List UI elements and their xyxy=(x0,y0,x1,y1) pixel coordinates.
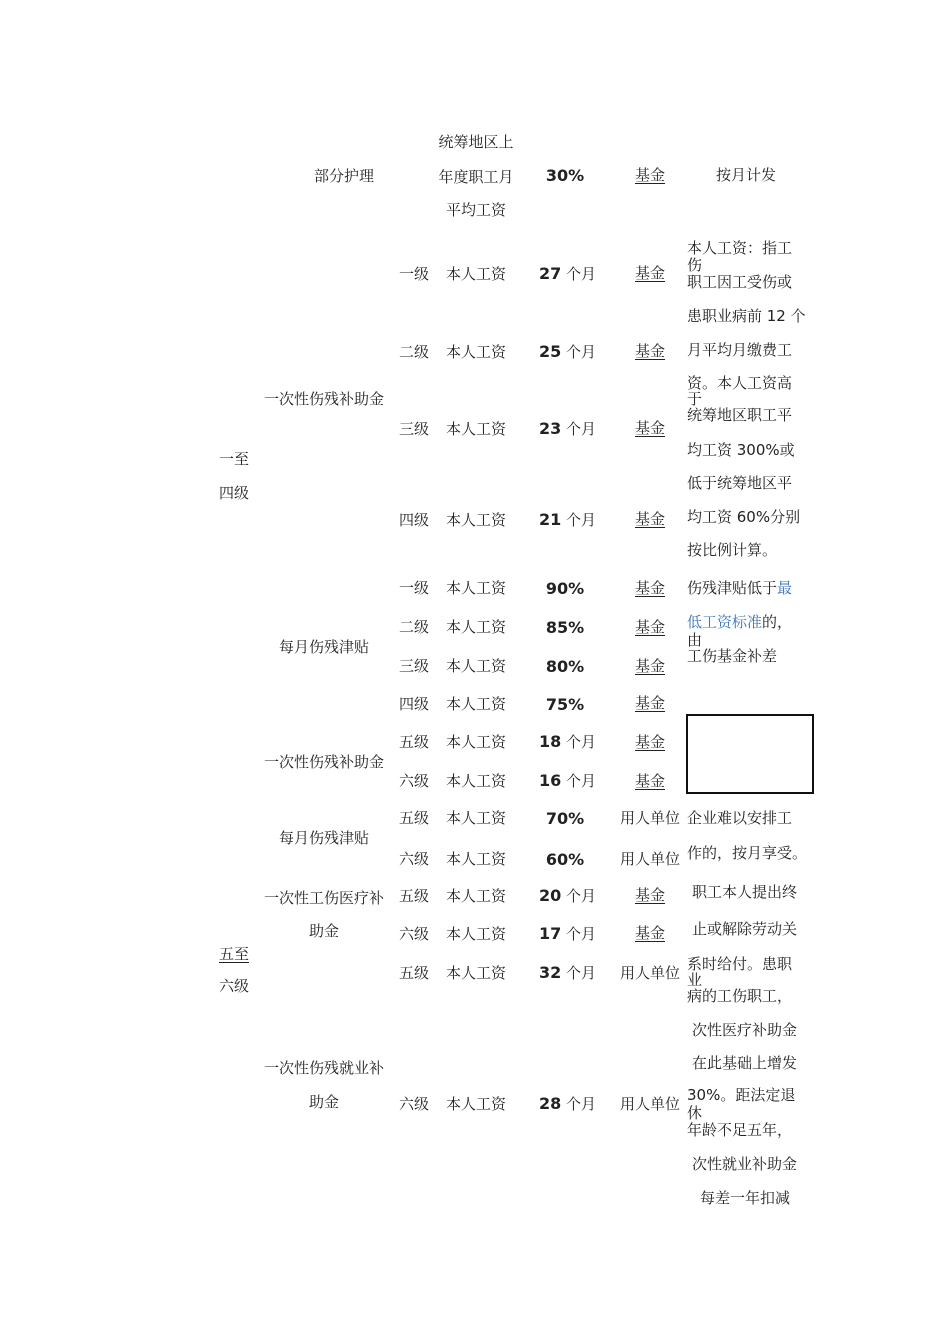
note-text: 伤残津贴低于 xyxy=(687,579,778,597)
base-cell: 本人工资 xyxy=(445,1095,507,1113)
nursing-base-line-3: 平均工资 xyxy=(445,201,507,219)
note-line: 按比例计算。 xyxy=(687,541,778,559)
group-5-6-label-line-1: 五至 xyxy=(219,945,250,963)
grade-cell: 六级 xyxy=(398,772,430,790)
group-1-4-label-line-2: 四级 xyxy=(219,484,250,502)
note-line: 职工本人提出终 xyxy=(692,883,798,901)
group-1-4-label-line-1: 一至 xyxy=(219,450,250,468)
grade-cell: 六级 xyxy=(398,925,430,943)
amount-value: 32 xyxy=(539,963,562,982)
grade-cell: 六级 xyxy=(398,850,430,868)
note-line: 本人工资：指工 xyxy=(687,239,793,257)
amount-cell xyxy=(539,887,596,905)
lump-sum-label-5-6: 一次性伤残补助金 xyxy=(263,753,385,771)
nursing-method: 按月计发 xyxy=(715,166,777,184)
amount-cell xyxy=(539,733,596,751)
nursing-base-line-1: 统筹地区上 xyxy=(438,133,514,151)
amount-unit: 个月 xyxy=(566,343,597,361)
source-cell: 基金 xyxy=(634,419,666,437)
amount-unit: 个月 xyxy=(566,887,597,905)
amount-value: 27 xyxy=(539,264,562,283)
note-line: 止或解除劳动关 xyxy=(692,920,798,938)
note-line: 资。本人工资高 xyxy=(687,374,793,392)
grade-cell: 二级 xyxy=(398,618,430,636)
source-cell: 用人单位 xyxy=(619,964,681,982)
amount-value: 17 xyxy=(539,924,562,943)
base-cell: 本人工资 xyxy=(445,772,507,790)
note-line: 统筹地区职工平 xyxy=(687,406,793,424)
note-line: 次性就业补助金 xyxy=(692,1155,798,1173)
grade-cell: 五级 xyxy=(398,733,430,751)
ratio-cell: 70% xyxy=(545,809,585,828)
minimum-wage-link[interactable]: 低工资标准 xyxy=(687,613,763,631)
note-line: 患职业病前 12 个 xyxy=(687,307,806,325)
amount-value: 18 xyxy=(539,732,562,751)
base-cell: 本人工资 xyxy=(445,579,507,597)
note-line: 均工资 300%或 xyxy=(687,441,795,459)
amount-cell xyxy=(539,265,596,283)
minimum-wage-link[interactable]: 最 xyxy=(777,579,793,597)
grade-cell: 三级 xyxy=(398,657,430,675)
nursing-ratio: 30% xyxy=(545,166,585,185)
amount-unit: 个月 xyxy=(566,511,597,529)
source-cell: 用人单位 xyxy=(619,809,681,827)
amount-value: 23 xyxy=(539,419,562,438)
base-cell: 本人工资 xyxy=(445,887,507,905)
ratio-cell: 60% xyxy=(545,850,585,869)
note-line: 伤 xyxy=(687,256,703,274)
base-cell: 本人工资 xyxy=(445,265,507,283)
source-cell: 基金 xyxy=(634,579,666,597)
source-cell: 用人单位 xyxy=(619,1095,681,1113)
source-cell: 基金 xyxy=(634,772,666,790)
amount-value: 20 xyxy=(539,886,562,905)
base-cell: 本人工资 xyxy=(445,695,507,713)
grade-cell: 五级 xyxy=(398,887,430,905)
empty-box xyxy=(686,714,814,794)
note-line: 业 xyxy=(687,971,703,989)
source-cell: 基金 xyxy=(634,657,666,675)
amount-unit: 个月 xyxy=(566,733,597,751)
note-line: 在此基础上增发 xyxy=(692,1054,798,1072)
base-cell: 本人工资 xyxy=(445,809,507,827)
nursing-label: 部分护理 xyxy=(314,167,375,185)
grade-cell: 六级 xyxy=(398,1095,430,1113)
ratio-cell: 90% xyxy=(545,579,585,598)
note-line: 30%。距法定退 xyxy=(687,1086,796,1104)
amount-cell xyxy=(539,964,596,982)
note-line: 企业难以安排工 xyxy=(687,809,793,827)
ratio-cell: 80% xyxy=(545,657,585,676)
source-cell: 基金 xyxy=(634,510,666,528)
note-line: 次性医疗补助金 xyxy=(692,1021,798,1039)
amount-unit: 个月 xyxy=(566,964,597,982)
note-line: 于 xyxy=(687,390,703,408)
group-5-6-label-line-2: 六级 xyxy=(219,977,250,995)
base-cell: 本人工资 xyxy=(445,420,507,438)
lump-sum-label-1-4: 一次性伤残补助金 xyxy=(263,390,385,408)
grade-cell: 五级 xyxy=(398,809,430,827)
grade-cell: 一级 xyxy=(398,265,430,283)
medical-subsidy-label-line-2: 助金 xyxy=(308,922,340,940)
note-line: 每差一年扣减 xyxy=(700,1189,791,1207)
base-cell: 本人工资 xyxy=(445,343,507,361)
note-line xyxy=(687,579,792,597)
source-cell: 基金 xyxy=(634,886,666,904)
note-line xyxy=(687,613,792,631)
note-text: 的， xyxy=(762,613,793,631)
note-line: 病的工伤职工， xyxy=(687,987,793,1005)
base-cell: 本人工资 xyxy=(445,925,507,943)
amount-unit: 个月 xyxy=(566,772,597,790)
source-cell: 基金 xyxy=(634,733,666,751)
note-line: 系时给付。患职 xyxy=(687,955,793,973)
source-cell: 基金 xyxy=(634,618,666,636)
grade-cell: 三级 xyxy=(398,420,430,438)
grade-cell: 四级 xyxy=(398,695,430,713)
grade-cell: 一级 xyxy=(398,579,430,597)
amount-value: 28 xyxy=(539,1094,562,1113)
source-cell: 基金 xyxy=(634,694,666,712)
note-line: 休 xyxy=(687,1104,703,1122)
base-cell: 本人工资 xyxy=(445,657,507,675)
amount-cell xyxy=(539,511,596,529)
source-cell: 基金 xyxy=(634,342,666,360)
employment-subsidy-label-line-2: 助金 xyxy=(308,1093,340,1111)
amount-cell xyxy=(539,343,596,361)
base-cell: 本人工资 xyxy=(445,618,507,636)
amount-unit: 个月 xyxy=(566,420,597,438)
nursing-source: 基金 xyxy=(634,166,666,184)
grade-cell: 五级 xyxy=(398,964,430,982)
base-cell: 本人工资 xyxy=(445,733,507,751)
note-line: 月平均月缴费工 xyxy=(687,341,793,359)
amount-cell xyxy=(539,420,596,438)
amount-cell xyxy=(539,1095,596,1113)
ratio-cell: 75% xyxy=(545,695,585,714)
medical-subsidy-label-line-1: 一次性工伤医疗补 xyxy=(263,889,385,907)
source-cell: 基金 xyxy=(634,924,666,942)
note-line: 年龄不足五年， xyxy=(687,1121,793,1139)
note-line: 工伤基金补差 xyxy=(687,647,778,665)
base-cell: 本人工资 xyxy=(445,964,507,982)
nursing-base-line-2: 年度职工月 xyxy=(438,168,514,186)
source-cell: 基金 xyxy=(634,264,666,282)
ratio-cell: 85% xyxy=(545,618,585,637)
note-line: 均工资 60%分别 xyxy=(687,508,801,526)
amount-unit: 个月 xyxy=(566,925,597,943)
note-line: 职工因工受伤或 xyxy=(687,273,793,291)
note-line: 作的，按月享受。 xyxy=(687,844,808,862)
employment-subsidy-label-line-1: 一次性伤残就业补 xyxy=(263,1059,385,1077)
amount-value: 16 xyxy=(539,771,562,790)
base-cell: 本人工资 xyxy=(445,850,507,868)
source-cell: 用人单位 xyxy=(619,850,681,868)
amount-unit: 个月 xyxy=(566,1095,597,1113)
grade-cell: 二级 xyxy=(398,343,430,361)
amount-cell xyxy=(539,925,596,943)
amount-cell xyxy=(539,772,596,790)
amount-unit: 个月 xyxy=(566,265,597,283)
monthly-allowance-label-5-6: 每月伤残津贴 xyxy=(278,829,370,847)
note-line: 由 xyxy=(687,631,703,649)
note-line: 低于统筹地区平 xyxy=(687,474,793,492)
amount-value: 21 xyxy=(539,510,562,529)
amount-value: 25 xyxy=(539,342,562,361)
grade-cell: 四级 xyxy=(398,511,430,529)
base-cell: 本人工资 xyxy=(445,511,507,529)
monthly-allowance-label-1-4: 每月伤残津贴 xyxy=(278,638,370,656)
